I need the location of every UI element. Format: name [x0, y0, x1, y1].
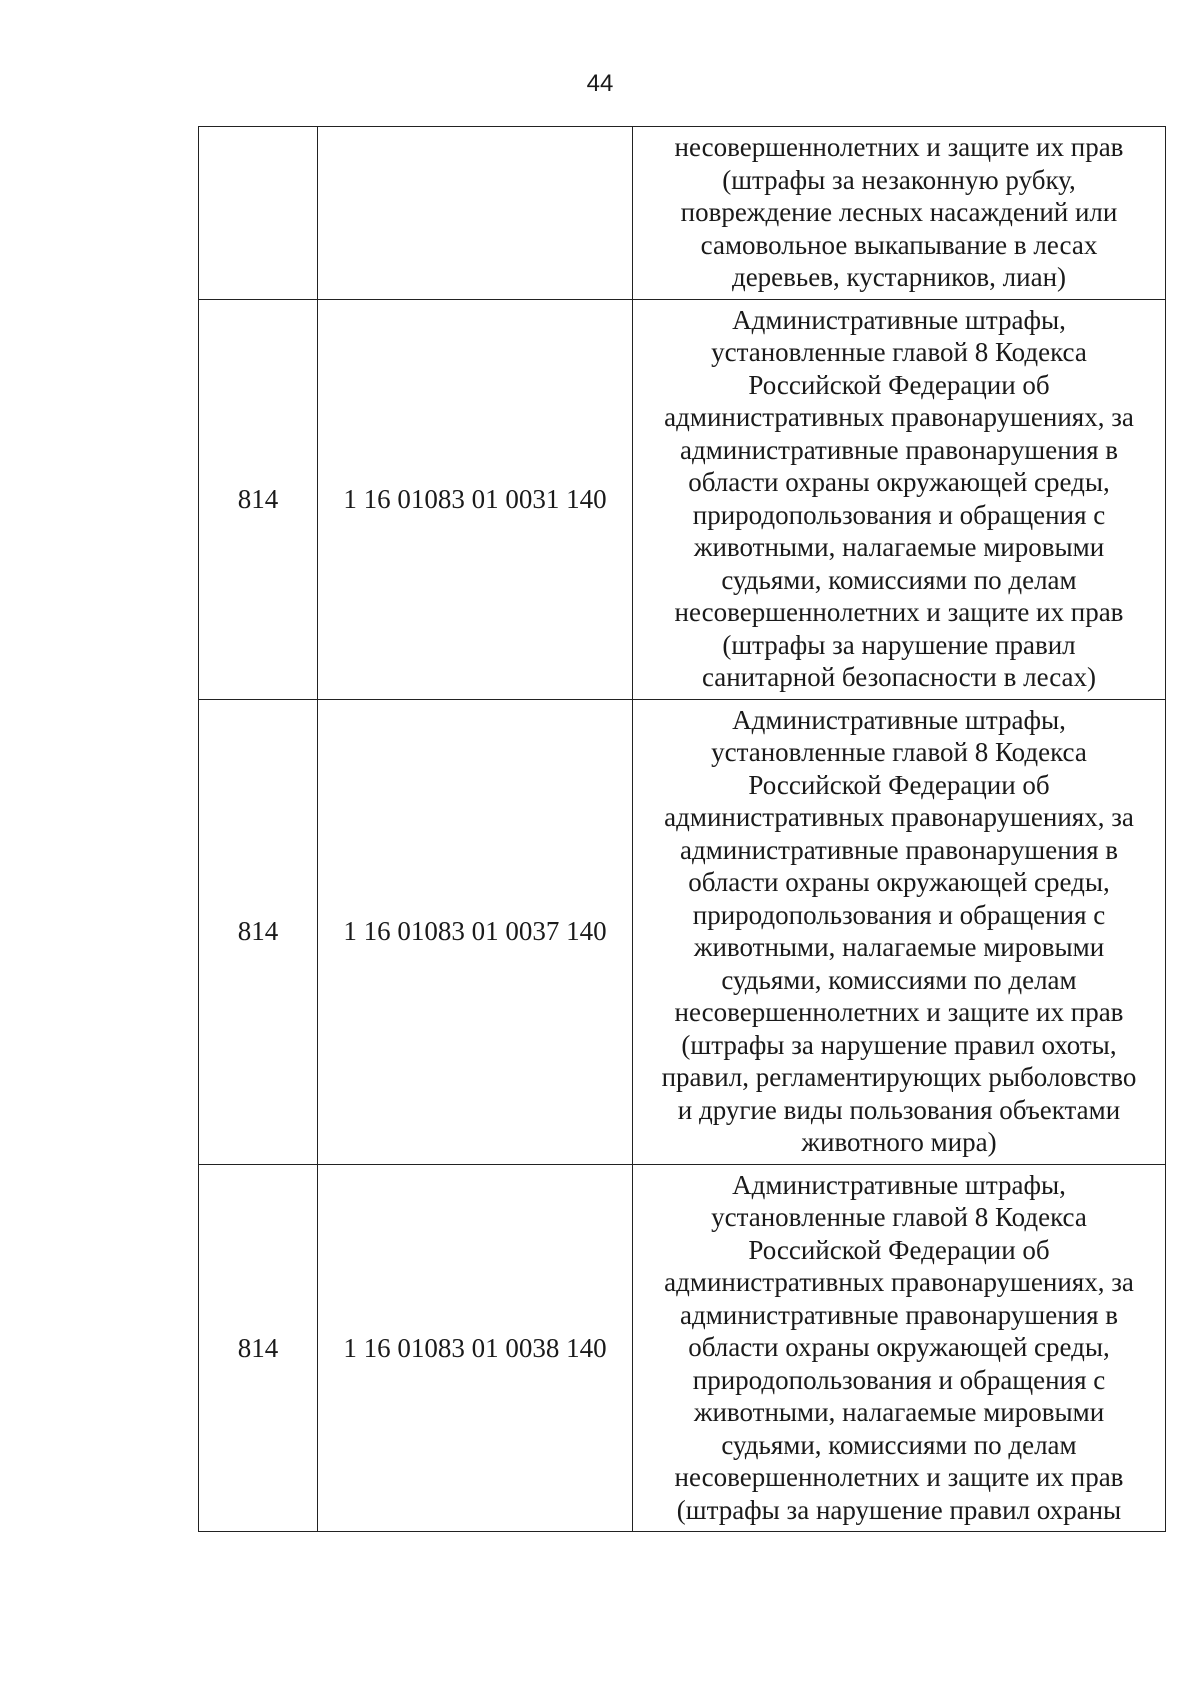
- description-line: Административные штрафы,: [732, 304, 1066, 335]
- description-cell: [633, 699, 1166, 1164]
- description-line: судьями, комиссиями по делам: [721, 564, 1077, 595]
- description-line: животного мира): [801, 1127, 997, 1157]
- table-row: [199, 699, 1166, 1164]
- budget-classification-code-cell: [318, 127, 633, 300]
- description-line: Административные штрафы,: [732, 704, 1066, 735]
- description-line: Российской Федерации об: [748, 769, 1050, 800]
- description-line: административных правонарушениях, за: [664, 1267, 1134, 1297]
- description-line: природопользования и обращения с: [692, 1364, 1106, 1395]
- description-line: административных правонарушениях, за: [664, 402, 1134, 432]
- description-cell: [633, 299, 1166, 699]
- description-line: административных правонарушениях, за: [664, 802, 1134, 832]
- description-line: (штрафы за нарушение правил охраны: [676, 1494, 1122, 1525]
- description-line: животными, налагаемые мировыми: [693, 932, 1105, 962]
- description-line: установленные главой 8 Кодекса: [711, 737, 1087, 767]
- admin-code-cell: [199, 127, 318, 300]
- description-line: административные правонарушения в: [679, 434, 1119, 465]
- budget-classification-code-cell: 1 16 01083 01 0031 140: [318, 299, 633, 699]
- description-line: (штрафы за незаконную рубку,: [722, 164, 1076, 195]
- description-line: административные правонарушения в: [679, 834, 1119, 865]
- description-line: природопользования и обращения с: [692, 499, 1106, 530]
- description-line: (штрафы за нарушение правил охоты,: [681, 1029, 1117, 1060]
- description-line: животными, налагаемые мировыми: [693, 532, 1105, 562]
- description-line: области охраны окружающей среды,: [688, 467, 1110, 497]
- page-number: 44: [586, 70, 614, 97]
- admin-code-cell: 814: [199, 699, 318, 1164]
- description-line: (штрафы за нарушение правил: [722, 629, 1076, 660]
- description-line: Российской Федерации об: [748, 369, 1050, 400]
- description-line: животными, налагаемые мировыми: [693, 1397, 1105, 1427]
- description-line: судьями, комиссиями по делам: [721, 1429, 1077, 1460]
- description-line: установленные главой 8 Кодекса: [711, 337, 1087, 367]
- description-line: Российской Федерации об: [748, 1234, 1050, 1265]
- description-line: повреждение лесных насаждений или: [680, 197, 1118, 227]
- description-cell: [633, 1164, 1166, 1532]
- description-line: несовершеннолетних и защите их прав: [674, 597, 1124, 627]
- table-row: [199, 127, 1166, 300]
- description-cell: [633, 127, 1166, 300]
- table-body: [199, 127, 1166, 1532]
- table-row: [199, 299, 1166, 699]
- admin-code-cell: 814: [199, 299, 318, 699]
- description-line: деревьев, кустарников, лиан): [731, 262, 1067, 292]
- description-line: и другие виды пользования объектами: [677, 1094, 1121, 1125]
- description-line: правил, регламентирующих рыболовство: [661, 1062, 1137, 1092]
- description-line: Административные штрафы,: [732, 1169, 1066, 1200]
- description-line: судьями, комиссиями по делам: [721, 964, 1077, 995]
- fines-table: [198, 126, 1166, 1532]
- description-line: несовершеннолетних и защите их прав: [674, 132, 1124, 162]
- description-line: административные правонарушения в: [679, 1299, 1119, 1330]
- table-row: [199, 1164, 1166, 1532]
- description-line: несовершеннолетних и защите их прав: [674, 1462, 1124, 1492]
- description-line: области охраны окружающей среды,: [688, 867, 1110, 897]
- description-line: установленные главой 8 Кодекса: [711, 1202, 1087, 1232]
- description-line: самовольное выкапывание в лесах: [700, 229, 1098, 260]
- budget-classification-code-cell: 1 16 01083 01 0037 140: [318, 699, 633, 1164]
- description-line: несовершеннолетних и защите их прав: [674, 997, 1124, 1027]
- description-line: санитарной безопасности в лесах): [701, 662, 1097, 692]
- description-line: природопользования и обращения с: [692, 899, 1106, 930]
- description-line: области охраны окружающей среды,: [688, 1332, 1110, 1362]
- budget-classification-code-cell: 1 16 01083 01 0038 140: [318, 1164, 633, 1532]
- admin-code-cell: 814: [199, 1164, 318, 1532]
